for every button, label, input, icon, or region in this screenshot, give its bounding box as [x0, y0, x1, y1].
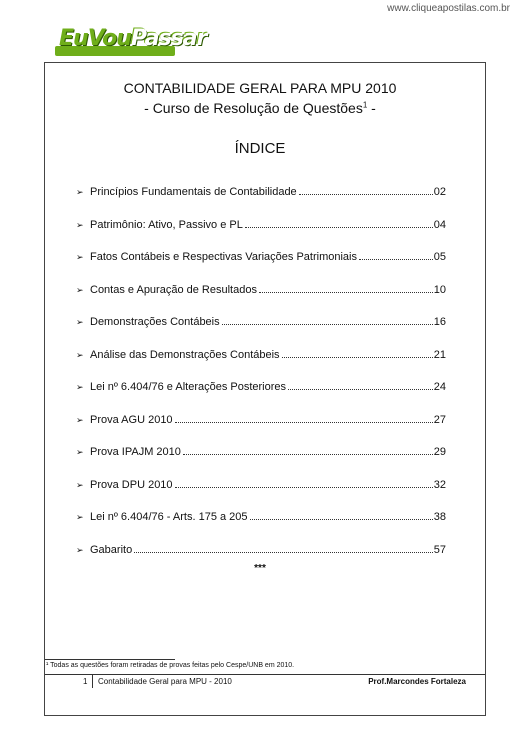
- toc-item-label: Fatos Contábeis e Respectivas Variações Patrimoniais: [90, 251, 357, 263]
- footer-separator: [92, 674, 93, 688]
- toc-item[interactable]: [76, 446, 446, 479]
- toc-leader-dots: [175, 487, 433, 488]
- arrow-bullet-icon: ➢: [76, 187, 84, 197]
- arrow-bullet-icon: ➢: [76, 382, 84, 392]
- toc-item[interactable]: [76, 381, 446, 414]
- toc-item-label: Prova DPU 2010: [90, 478, 173, 491]
- arrow-bullet-icon: ➢: [76, 512, 84, 522]
- toc-item-label: Patrimônio: Ativo, Passivo e PL: [90, 218, 243, 231]
- document-title: CONTABILIDADE GERAL PARA MPU 2010: [123, 80, 397, 96]
- index-heading: ÍNDICE: [234, 140, 286, 157]
- toc-leader-dots: [282, 357, 433, 358]
- toc-leader-dots: [175, 422, 433, 423]
- arrow-bullet-icon: ➢: [76, 414, 84, 425]
- logo-text: [59, 26, 206, 51]
- arrow-bullet-icon: ➢: [76, 447, 84, 457]
- toc-item-page: 27: [433, 413, 446, 426]
- toc-item-label: Lei nº 6.404/76 e Alterações Posteriores: [90, 381, 287, 393]
- footer-page-number: 1: [83, 677, 88, 686]
- document-title-block: [60, 80, 460, 116]
- toc-leader-dots: [359, 259, 433, 260]
- arrow-bullet-icon: ➢: [76, 544, 84, 555]
- toc-item-page: 16: [433, 316, 446, 328]
- toc-item[interactable]: [76, 251, 446, 284]
- arrow-bullet-icon: ➢: [76, 252, 84, 262]
- toc-item-page: 02: [433, 186, 446, 198]
- footer-rule: [45, 674, 485, 675]
- footnote-rule: [45, 659, 175, 660]
- footer-author: Prof.Marcondes Fortaleza: [368, 677, 466, 686]
- logo-part-1: EuVou: [59, 26, 131, 51]
- toc-leader-dots: [245, 227, 433, 228]
- toc-item-label: Análise das Demonstrações Contábeis: [90, 348, 280, 361]
- toc-leader-dots: [288, 389, 433, 390]
- toc-item-label: Prova AGU 2010: [90, 413, 173, 426]
- toc-item[interactable]: [76, 316, 446, 349]
- arrow-bullet-icon: ➢: [76, 219, 84, 230]
- toc-item-page: 24: [433, 381, 446, 393]
- toc-item-label: Lei nº 6.404/76 - Arts. 175 a 205: [90, 511, 248, 523]
- arrow-bullet-icon: ➢: [76, 284, 84, 295]
- toc-leader-dots: [299, 194, 433, 195]
- arrow-bullet-icon: ➢: [76, 317, 84, 327]
- arrow-bullet-icon: ➢: [76, 349, 84, 360]
- toc-item-page: 21: [433, 348, 446, 361]
- toc-item[interactable]: [76, 186, 446, 219]
- subtitle-text: - Curso de Resolução de Questões: [144, 100, 363, 116]
- logo-part-2: Passar: [130, 26, 207, 51]
- site-url: www.cliqueapostilas.com.br: [387, 3, 510, 14]
- toc-item-page: 32: [433, 478, 446, 491]
- toc-leader-dots: [259, 292, 433, 293]
- toc-item[interactable]: [76, 349, 446, 382]
- toc-item-page: 04: [433, 218, 446, 231]
- toc-item-label: Prova IPAJM 2010: [90, 446, 181, 458]
- toc-item-page: 10: [433, 283, 446, 296]
- footnote-marker: 1: [362, 100, 368, 110]
- toc-item[interactable]: [76, 284, 446, 317]
- euvoupassar-logo: [55, 26, 207, 56]
- toc-item-page: 38: [433, 511, 446, 523]
- toc-item[interactable]: [76, 479, 446, 512]
- footer-course-title: Contabilidade Geral para MPU - 2010: [98, 677, 232, 686]
- toc-item-label: Demonstrações Contábeis: [90, 316, 220, 328]
- document-subtitle: [60, 100, 460, 116]
- footnote: ¹ Todas as questões foram retiradas de provas feitas pelo Cespe/UNB em 2010.: [46, 662, 295, 669]
- toc-item[interactable]: [76, 219, 446, 252]
- end-mark: ***: [254, 563, 266, 574]
- toc-item-label: Contas e Apuração de Resultados: [90, 283, 257, 296]
- toc-item-page: 29: [433, 446, 446, 458]
- arrow-bullet-icon: ➢: [76, 479, 84, 490]
- subtitle-end: -: [367, 100, 376, 116]
- toc-leader-dots: [250, 519, 433, 520]
- toc-item-label: Gabarito: [90, 543, 133, 556]
- toc-leader-dots: [222, 324, 433, 325]
- toc-item-page: 57: [433, 543, 446, 556]
- toc-leader-dots: [183, 454, 433, 455]
- toc-item[interactable]: [76, 414, 446, 447]
- toc-item-label: Princípios Fundamentais de Contabilidade: [90, 186, 297, 198]
- toc-leader-dots: [134, 552, 433, 553]
- toc-item-page: 05: [433, 251, 446, 263]
- toc-item[interactable]: [76, 511, 446, 544]
- table-of-contents: [76, 186, 446, 576]
